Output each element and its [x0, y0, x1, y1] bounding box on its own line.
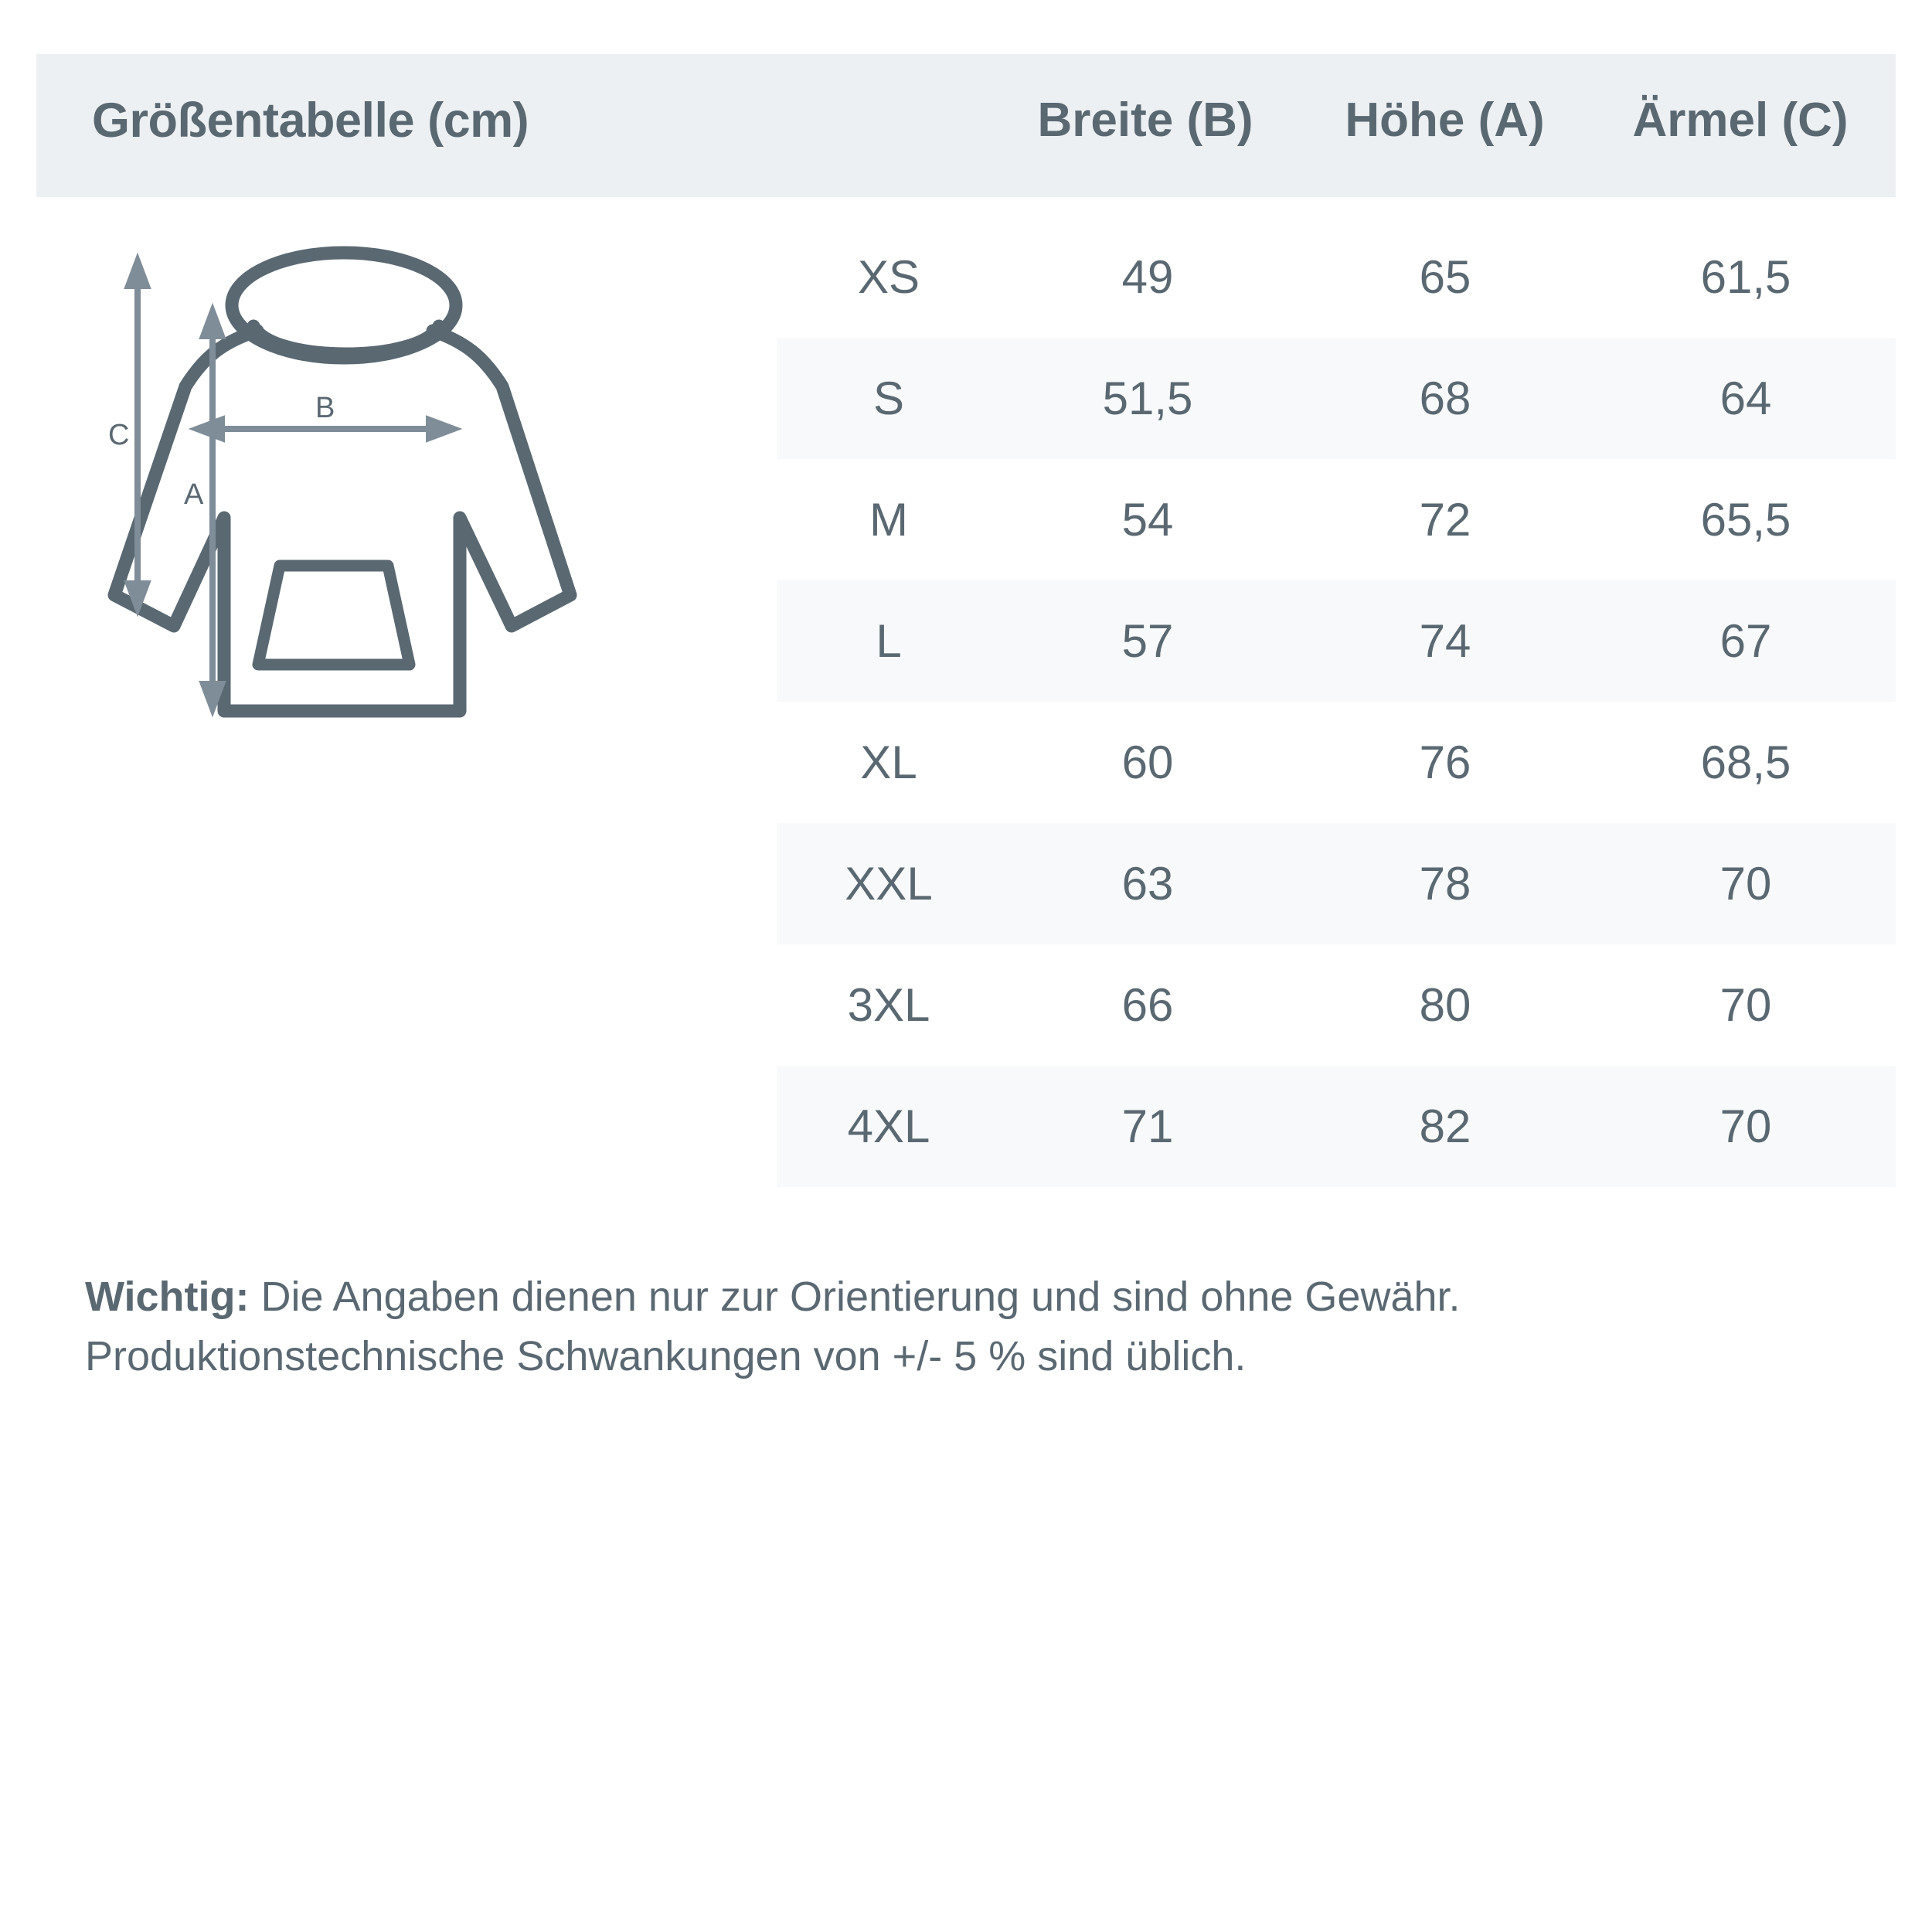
- cell-sleeve: 70: [1719, 1100, 1772, 1152]
- table-row: [777, 702, 1896, 823]
- cell-size: XL: [860, 736, 917, 788]
- cell-sleeve: 68,5: [1700, 736, 1791, 788]
- size-table: [777, 216, 1896, 1187]
- cell-width: 66: [1121, 979, 1174, 1031]
- cell-width: 57: [1121, 615, 1174, 667]
- hoodie-diagram: [70, 232, 765, 804]
- cell-width: 60: [1121, 736, 1174, 788]
- column-header-width: Breite (B): [1037, 94, 1253, 147]
- cell-width: 71: [1121, 1100, 1174, 1152]
- cell-height: 72: [1419, 494, 1471, 546]
- cell-width: 63: [1121, 858, 1174, 910]
- page-title: Größentabelle (cm): [92, 94, 529, 148]
- cell-size: XXL: [845, 858, 933, 910]
- cell-sleeve: 70: [1719, 858, 1772, 910]
- table-row: [777, 216, 1896, 338]
- cell-size: S: [872, 372, 905, 424]
- label-a: A: [184, 478, 204, 511]
- cell-width: 51,5: [1102, 372, 1193, 424]
- cell-height: 76: [1419, 736, 1471, 788]
- cell-width: 49: [1121, 251, 1174, 303]
- cell-height: 78: [1419, 858, 1471, 910]
- table-row: [777, 1066, 1896, 1187]
- column-header-height: Höhe (A): [1345, 94, 1545, 147]
- table-row: [777, 459, 1896, 580]
- cell-sleeve: 70: [1719, 979, 1772, 1031]
- cell-size: 3XL: [847, 979, 930, 1031]
- footnote: [85, 1267, 1862, 1386]
- cell-sleeve: 65,5: [1700, 494, 1791, 546]
- cell-width: 54: [1121, 494, 1174, 546]
- table-row: [777, 580, 1896, 702]
- column-header-sleeve: Ärmel (C): [1632, 94, 1849, 147]
- footnote-label: Wichtig:: [85, 1274, 250, 1320]
- table-row: [777, 823, 1896, 944]
- cell-sleeve: 64: [1719, 372, 1772, 424]
- footnote-text: Die Angaben dienen nur zur Orientierung und sind ohne Gewähr. Produktionstechnische Schwankungen von +/- 5 % sind üblich.: [85, 1274, 1461, 1379]
- table-row: [777, 338, 1896, 459]
- cell-size: 4XL: [847, 1100, 930, 1152]
- header-band: [36, 54, 1896, 197]
- cell-sleeve: 67: [1719, 615, 1772, 667]
- cell-height: 65: [1419, 251, 1471, 303]
- label-b: B: [315, 392, 335, 424]
- table-column-headers: [995, 93, 1899, 148]
- cell-size: XS: [857, 251, 920, 303]
- table-row: [777, 944, 1896, 1066]
- cell-size: L: [876, 615, 902, 667]
- cell-sleeve: 61,5: [1700, 251, 1791, 303]
- cell-height: 68: [1419, 372, 1471, 424]
- cell-size: M: [869, 494, 908, 546]
- cell-height: 74: [1419, 615, 1471, 667]
- label-c: C: [108, 419, 130, 451]
- cell-height: 80: [1419, 979, 1471, 1031]
- cell-height: 82: [1419, 1100, 1471, 1152]
